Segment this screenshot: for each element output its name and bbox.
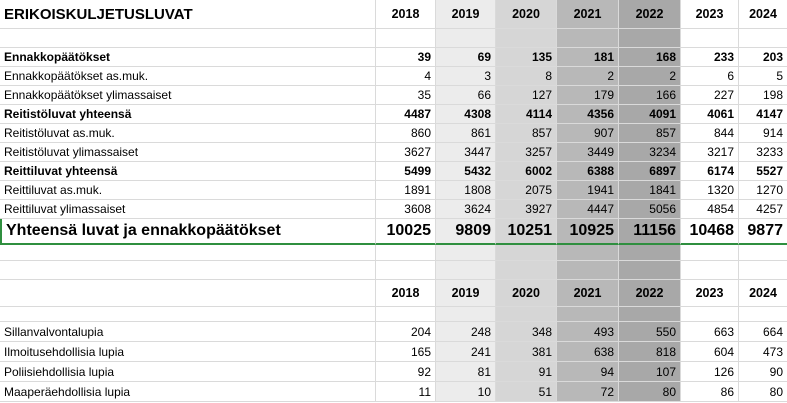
row-label-cell[interactable]: Reittiluvat yhteensä xyxy=(0,162,376,181)
value-cell[interactable]: 204 xyxy=(376,322,436,342)
year-header-cell[interactable]: 2019 xyxy=(436,0,496,29)
year-header-cell[interactable]: 2022 xyxy=(619,0,681,29)
empty-row xyxy=(0,245,787,261)
empty-cell[interactable] xyxy=(681,261,739,280)
total-value-cell[interactable]: 10025 xyxy=(376,219,436,245)
value-cell[interactable]: 3927 xyxy=(496,200,557,219)
empty-cell[interactable] xyxy=(619,245,681,261)
value-cell[interactable]: 80 xyxy=(619,382,681,402)
year-header-cell[interactable]: 2024 xyxy=(739,0,787,29)
value-cell[interactable]: 72 xyxy=(557,382,619,402)
total-value-cell[interactable]: 10925 xyxy=(557,219,619,245)
value-cell[interactable]: 5432 xyxy=(436,162,496,181)
empty-row xyxy=(0,261,787,280)
value-cell[interactable]: 3447 xyxy=(436,143,496,162)
row-label-cell[interactable]: Maaperäehdollisia lupia xyxy=(0,382,376,402)
empty-cell[interactable] xyxy=(619,307,681,322)
total-label-cell[interactable]: Yhteensä luvat ja ennakkopäätökset xyxy=(0,219,376,245)
year-header-cell[interactable]: 2023 xyxy=(681,0,739,29)
value-cell[interactable]: 493 xyxy=(557,322,619,342)
year-header-cell[interactable]: 2018 xyxy=(376,0,436,29)
empty-row xyxy=(0,29,787,48)
value-cell[interactable]: 4447 xyxy=(557,200,619,219)
empty-cell[interactable] xyxy=(436,245,496,261)
value-cell[interactable]: 80 xyxy=(739,382,787,402)
value-cell[interactable]: 181 xyxy=(557,48,619,67)
value-cell[interactable]: 165 xyxy=(376,342,436,362)
table-row xyxy=(0,342,787,362)
total-value-cell[interactable]: 10468 xyxy=(681,219,739,245)
year-header-cell[interactable]: 2020 xyxy=(496,0,557,29)
table-row xyxy=(0,322,787,342)
value-cell[interactable]: 179 xyxy=(557,86,619,105)
value-cell[interactable]: 550 xyxy=(619,322,681,342)
empty-cell[interactable] xyxy=(681,307,739,322)
empty-cell[interactable] xyxy=(376,245,436,261)
label-cell[interactable] xyxy=(0,280,376,307)
value-cell[interactable]: 3233 xyxy=(739,143,787,162)
value-cell[interactable]: 6002 xyxy=(496,162,557,181)
value-cell[interactable]: 638 xyxy=(557,342,619,362)
value-cell[interactable]: 35 xyxy=(376,86,436,105)
row-label-cell[interactable]: Ilmoitusehdollisia lupia xyxy=(0,342,376,362)
empty-cell[interactable] xyxy=(0,307,376,322)
empty-cell[interactable] xyxy=(376,261,436,280)
table-row xyxy=(0,200,787,219)
total-value-cell[interactable]: 9877 xyxy=(739,219,787,245)
total-row xyxy=(0,219,787,245)
table-row xyxy=(0,124,787,143)
value-cell[interactable]: 6174 xyxy=(681,162,739,181)
value-cell[interactable]: 66 xyxy=(436,86,496,105)
value-cell[interactable]: 168 xyxy=(619,48,681,67)
value-cell[interactable]: 1891 xyxy=(376,181,436,200)
year-header-cell[interactable]: 2021 xyxy=(557,280,619,307)
value-cell[interactable]: 248 xyxy=(436,322,496,342)
empty-cell[interactable] xyxy=(619,29,681,48)
empty-cell[interactable] xyxy=(496,261,557,280)
value-cell[interactable]: 135 xyxy=(496,48,557,67)
value-cell[interactable]: 860 xyxy=(376,124,436,143)
empty-cell[interactable] xyxy=(436,261,496,280)
row-label-cell[interactable]: Ennakkopäätökset ylimassaiset xyxy=(0,86,376,105)
table-row xyxy=(0,67,787,86)
value-cell[interactable]: 604 xyxy=(681,342,739,362)
sheet-title[interactable]: ERIKOISKULJETUSLUVAT xyxy=(0,0,376,29)
value-cell[interactable]: 91 xyxy=(496,362,557,382)
total-value-cell[interactable]: 9809 xyxy=(436,219,496,245)
value-cell[interactable]: 1808 xyxy=(436,181,496,200)
value-cell[interactable]: 1941 xyxy=(557,181,619,200)
value-cell[interactable]: 2 xyxy=(557,67,619,86)
row-label-cell[interactable]: Sillanvalvontalupia xyxy=(0,322,376,342)
row-label-cell[interactable]: Reitistöluvat ylimassaiset xyxy=(0,143,376,162)
value-cell[interactable]: 1270 xyxy=(739,181,787,200)
value-cell[interactable]: 4114 xyxy=(496,105,557,124)
empty-cell[interactable] xyxy=(739,307,787,322)
empty-cell[interactable] xyxy=(376,29,436,48)
empty-cell[interactable] xyxy=(496,245,557,261)
value-cell[interactable]: 10 xyxy=(436,382,496,402)
value-cell[interactable]: 5499 xyxy=(376,162,436,181)
value-cell[interactable]: 861 xyxy=(436,124,496,143)
value-cell[interactable]: 107 xyxy=(619,362,681,382)
empty-cell[interactable] xyxy=(681,245,739,261)
total-value-cell[interactable]: 10251 xyxy=(496,219,557,245)
value-cell[interactable]: 3217 xyxy=(681,143,739,162)
empty-cell[interactable] xyxy=(557,245,619,261)
empty-cell[interactable] xyxy=(496,29,557,48)
table-row xyxy=(0,382,787,402)
value-cell[interactable]: 8 xyxy=(496,67,557,86)
value-cell[interactable]: 92 xyxy=(376,362,436,382)
empty-cell[interactable] xyxy=(557,307,619,322)
value-cell[interactable]: 203 xyxy=(739,48,787,67)
year-header-row xyxy=(0,280,787,307)
empty-cell[interactable] xyxy=(436,29,496,48)
value-cell[interactable]: 907 xyxy=(557,124,619,143)
empty-cell[interactable] xyxy=(557,29,619,48)
table-row xyxy=(0,162,787,181)
value-cell[interactable]: 4854 xyxy=(681,200,739,219)
table-row xyxy=(0,362,787,382)
value-cell[interactable]: 3 xyxy=(436,67,496,86)
value-cell[interactable]: 6388 xyxy=(557,162,619,181)
value-cell[interactable]: 5056 xyxy=(619,200,681,219)
value-cell[interactable]: 69 xyxy=(436,48,496,67)
value-cell[interactable]: 663 xyxy=(681,322,739,342)
value-cell[interactable]: 94 xyxy=(557,362,619,382)
value-cell[interactable]: 4061 xyxy=(681,105,739,124)
value-cell[interactable]: 127 xyxy=(496,86,557,105)
empty-cell[interactable] xyxy=(739,245,787,261)
row-label-cell[interactable]: Ennakkopäätökset as.muk. xyxy=(0,67,376,86)
value-cell[interactable]: 5527 xyxy=(739,162,787,181)
year-header-row xyxy=(0,0,787,29)
value-cell[interactable]: 166 xyxy=(619,86,681,105)
value-cell[interactable]: 6897 xyxy=(619,162,681,181)
value-cell[interactable]: 86 xyxy=(681,382,739,402)
value-cell[interactable]: 664 xyxy=(739,322,787,342)
table-row xyxy=(0,181,787,200)
row-label-cell[interactable]: Reitistöluvat as.muk. xyxy=(0,124,376,143)
year-header-cell[interactable]: 2019 xyxy=(436,280,496,307)
value-cell[interactable]: 3449 xyxy=(557,143,619,162)
value-cell[interactable]: 51 xyxy=(496,382,557,402)
value-cell[interactable]: 4356 xyxy=(557,105,619,124)
value-cell[interactable]: 348 xyxy=(496,322,557,342)
empty-cell[interactable] xyxy=(496,307,557,322)
year-header-cell[interactable]: 2021 xyxy=(557,0,619,29)
value-cell[interactable]: 4487 xyxy=(376,105,436,124)
year-header-cell[interactable]: 2020 xyxy=(496,280,557,307)
value-cell[interactable]: 914 xyxy=(739,124,787,143)
value-cell[interactable]: 818 xyxy=(619,342,681,362)
row-label-cell[interactable]: Reitistöluvat yhteensä xyxy=(0,105,376,124)
value-cell[interactable]: 3257 xyxy=(496,143,557,162)
empty-cell[interactable] xyxy=(681,29,739,48)
value-cell[interactable]: 857 xyxy=(496,124,557,143)
empty-cell[interactable] xyxy=(739,29,787,48)
value-cell[interactable]: 6 xyxy=(681,67,739,86)
empty-cell[interactable] xyxy=(0,261,376,280)
row-label-cell[interactable]: Poliisiehdollisia lupia xyxy=(0,362,376,382)
value-cell[interactable]: 241 xyxy=(436,342,496,362)
value-cell[interactable]: 198 xyxy=(739,86,787,105)
value-cell[interactable]: 3627 xyxy=(376,143,436,162)
total-value-cell[interactable]: 11156 xyxy=(619,219,681,245)
value-cell[interactable]: 4257 xyxy=(739,200,787,219)
empty-cell[interactable] xyxy=(557,261,619,280)
value-cell[interactable]: 1841 xyxy=(619,181,681,200)
value-cell[interactable]: 473 xyxy=(739,342,787,362)
empty-cell[interactable] xyxy=(376,307,436,322)
empty-row xyxy=(0,307,787,322)
value-cell[interactable]: 3608 xyxy=(376,200,436,219)
value-cell[interactable]: 4147 xyxy=(739,105,787,124)
value-cell[interactable]: 233 xyxy=(681,48,739,67)
value-cell[interactable]: 1320 xyxy=(681,181,739,200)
table-row xyxy=(0,105,787,124)
year-header-cell[interactable]: 2022 xyxy=(619,280,681,307)
value-cell[interactable]: 39 xyxy=(376,48,436,67)
value-cell[interactable]: 857 xyxy=(619,124,681,143)
value-cell[interactable]: 126 xyxy=(681,362,739,382)
value-cell[interactable]: 3234 xyxy=(619,143,681,162)
table-row xyxy=(0,86,787,105)
row-label-cell[interactable]: Reittiluvat as.muk. xyxy=(0,181,376,200)
empty-cell[interactable] xyxy=(0,245,376,261)
year-header-cell[interactable]: 2024 xyxy=(739,280,787,307)
value-cell[interactable]: 11 xyxy=(376,382,436,402)
value-cell[interactable]: 2075 xyxy=(496,181,557,200)
value-cell[interactable]: 227 xyxy=(681,86,739,105)
row-label-cell[interactable]: Reittiluvat ylimassaiset xyxy=(0,200,376,219)
value-cell[interactable]: 90 xyxy=(739,362,787,382)
year-header-cell[interactable]: 2023 xyxy=(681,280,739,307)
row-label-cell[interactable]: Ennakkopäätökset xyxy=(0,48,376,67)
value-cell[interactable]: 3624 xyxy=(436,200,496,219)
year-header-cell[interactable]: 2018 xyxy=(376,280,436,307)
table-row xyxy=(0,48,787,67)
table-row xyxy=(0,143,787,162)
value-cell[interactable]: 4308 xyxy=(436,105,496,124)
value-cell[interactable]: 844 xyxy=(681,124,739,143)
empty-cell[interactable] xyxy=(739,261,787,280)
empty-cell[interactable] xyxy=(0,29,376,48)
value-cell[interactable]: 81 xyxy=(436,362,496,382)
value-cell[interactable]: 381 xyxy=(496,342,557,362)
value-cell[interactable]: 4 xyxy=(376,67,436,86)
value-cell[interactable]: 2 xyxy=(619,67,681,86)
empty-cell[interactable] xyxy=(619,261,681,280)
empty-cell[interactable] xyxy=(436,307,496,322)
value-cell[interactable]: 4091 xyxy=(619,105,681,124)
value-cell[interactable]: 5 xyxy=(739,67,787,86)
